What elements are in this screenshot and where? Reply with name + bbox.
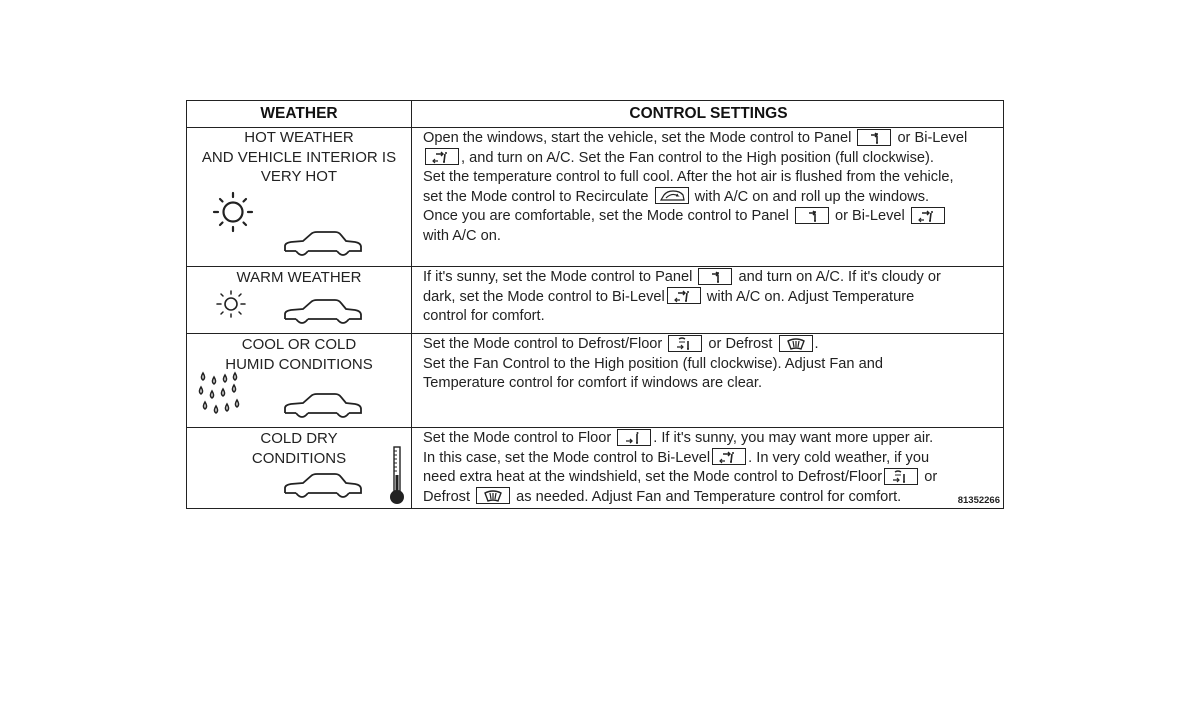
raindrops-icon xyxy=(197,371,247,421)
weather-column-header: WEATHER xyxy=(260,105,338,122)
instruction-text: Temperature control for comfort if windows are clear. xyxy=(423,375,763,391)
instruction-text: Set the Mode control to Floor xyxy=(423,430,612,446)
instruction-text: . In very cold weather, if you xyxy=(748,449,930,466)
instruction-text: control for comfort. xyxy=(423,308,545,324)
bilevel-mode-icon xyxy=(911,207,945,224)
instruction-text: In this case, set the Mode control to Bi-Level xyxy=(423,449,711,466)
instruction-text: Open the windows, start the vehicle, set the Mode control to Panel xyxy=(423,130,852,146)
instruction-text: with A/C on. xyxy=(423,227,501,244)
defrost-floor-mode-icon xyxy=(884,468,918,485)
control-cell-hot xyxy=(423,129,998,246)
defrost-mode-icon xyxy=(779,335,813,352)
instruction-text: with A/C on and roll up the windows. xyxy=(690,188,930,205)
defrost-floor-mode-icon xyxy=(668,335,702,352)
instruction-text: with A/C on. Adjust Temperature xyxy=(702,288,915,305)
thermometer-icon xyxy=(387,445,407,507)
row-divider xyxy=(187,266,1003,267)
car-icon xyxy=(283,391,363,421)
defrost-mode-icon xyxy=(476,487,510,504)
instruction-text: or Defrost xyxy=(704,336,773,352)
instruction-text: Set the Fan Control to the High position (full clockwise). Adjust Fan and xyxy=(423,355,883,372)
weather-cell-warm xyxy=(187,268,411,288)
control-cell-warm xyxy=(423,268,998,327)
weather-cell-hot xyxy=(187,128,411,187)
bilevel-mode-icon xyxy=(425,148,459,165)
weather-label: WARM WEATHER xyxy=(236,269,362,286)
instruction-text: and turn on A/C. If it's cloudy or xyxy=(734,269,941,285)
control-settings-column-header: CONTROL SETTINGS xyxy=(629,105,788,122)
instruction-text: or Bi-Level xyxy=(893,130,968,146)
car-icon xyxy=(283,471,363,501)
instruction-text: or xyxy=(920,469,938,485)
instruction-text: or Bi-Level xyxy=(830,208,905,224)
floor-mode-icon xyxy=(617,429,651,446)
weather-label: CONDITIONS xyxy=(251,449,347,467)
instruction-text: Once you are comfortable, set the Mode control to Panel xyxy=(423,208,789,224)
control-cell-cold-dry xyxy=(423,429,998,507)
instruction-text: need extra heat at the windshield, set the Mode control to Defrost/Floor xyxy=(423,469,883,485)
instruction-text: If it's sunny, set the Mode control to Panel xyxy=(423,269,693,285)
weather-cell-cool-humid xyxy=(187,335,411,374)
bilevel-mode-icon xyxy=(667,287,701,304)
weather-cell-cold-dry xyxy=(187,429,411,468)
weather-label: VERY HOT xyxy=(260,168,338,185)
weather-label: COLD DRY xyxy=(260,430,338,447)
weather-control-table xyxy=(186,100,1004,509)
weather-label: HOT WEATHER xyxy=(244,129,354,146)
instruction-text: . xyxy=(814,336,819,352)
instruction-text: Set the temperature control to full cool. After the hot air is flushed from the vehicle, xyxy=(423,169,954,185)
row-divider xyxy=(187,333,1003,334)
weather-label: HUMID CONDITIONS xyxy=(225,355,373,373)
panel-mode-icon xyxy=(795,207,829,224)
small-sun-icon xyxy=(213,289,249,319)
car-icon xyxy=(283,229,363,259)
weather-label: COOL OR COLD xyxy=(241,336,357,353)
instruction-text: , and turn on A/C. Set the Fan control to the High position (full clockwise). xyxy=(461,149,934,166)
bilevel-mode-icon xyxy=(712,448,746,465)
instruction-text: . If it's sunny, you may want more upper air. xyxy=(653,430,934,446)
row-divider xyxy=(187,427,1003,428)
panel-mode-icon xyxy=(857,129,891,146)
sun-icon xyxy=(207,189,259,235)
control-cell-cool-humid xyxy=(423,335,998,394)
recirculate-icon xyxy=(655,187,689,204)
instruction-text: dark, set the Mode control to Bi-Level xyxy=(423,288,665,305)
column-divider xyxy=(411,101,412,508)
panel-mode-icon xyxy=(698,268,732,285)
weather-label: AND VEHICLE INTERIOR IS xyxy=(201,148,397,166)
instruction-text: Defrost xyxy=(423,488,471,505)
instruction-text: Set the Mode control to Defrost/Floor xyxy=(423,336,663,352)
figure-id: 81352266 xyxy=(957,495,1000,506)
instruction-text: as needed. Adjust Fan and Temperature control for comfort. xyxy=(512,488,902,505)
car-icon xyxy=(283,297,363,327)
instruction-text: set the Mode control to Recirculate xyxy=(423,188,649,205)
